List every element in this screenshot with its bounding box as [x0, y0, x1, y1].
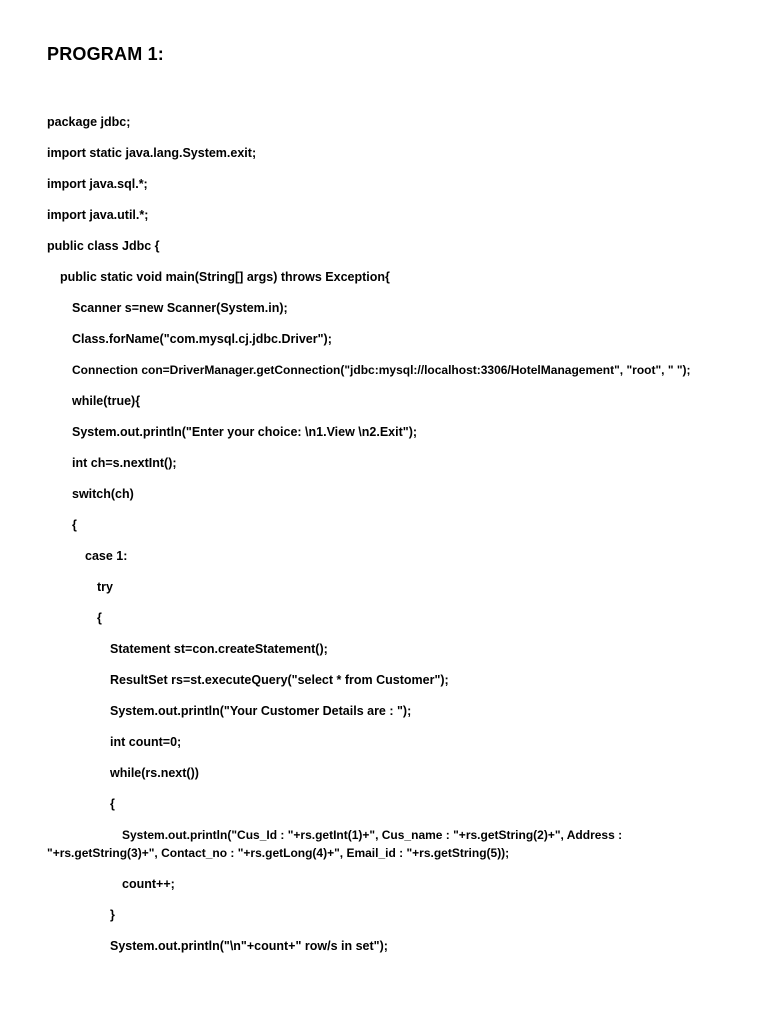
code-line: while(rs.next())	[110, 766, 199, 780]
code-line: while(true){	[72, 394, 141, 408]
code-line: Class.forName("com.mysql.cj.jdbc.Driver");	[72, 332, 332, 346]
code-line: int ch=s.nextInt();	[72, 456, 177, 470]
code-line: switch(ch)	[72, 487, 134, 501]
code-line: {	[97, 611, 102, 625]
code-line: public class Jdbc {	[47, 239, 160, 253]
code-line: Connection con=DriverManager.getConnection("jdbc:mysql://localhost:3306/HotelManagement", "root", " ");	[72, 363, 691, 377]
code-line: case 1:	[85, 549, 128, 563]
code-line: ResultSet rs=st.executeQuery("select * from Customer");	[110, 673, 449, 687]
code-line: import static java.lang.System.exit;	[47, 146, 257, 160]
code-line: import java.sql.*;	[47, 177, 148, 191]
code-line: Scanner s=new Scanner(System.in);	[72, 301, 288, 315]
code-line: System.out.println("Enter your choice: \n1.View \n2.Exit");	[72, 425, 418, 439]
code-line: {	[72, 518, 77, 532]
code-line: try	[97, 580, 113, 594]
code-line: package jdbc;	[47, 115, 131, 129]
code-line: System.out.println("Cus_Id : "+rs.getInt(1)+", Cus_name : "+rs.getString(2)+", Address :	[122, 828, 623, 842]
code-line: int count=0;	[110, 735, 182, 749]
code-line: System.out.println("Your Customer Details are : ");	[110, 704, 412, 718]
code-line-continuation: "+rs.getString(3)+", Contact_no : "+rs.getLong(4)+", Email_id : "+rs.getString(5));	[47, 846, 510, 860]
code-line: import java.util.*;	[47, 208, 149, 222]
code-line: System.out.println("\n"+count+" row/s in set");	[110, 939, 388, 953]
code-line: public static void main(String[] args) throws Exception{	[60, 270, 390, 284]
code-line: Statement st=con.createStatement();	[110, 642, 328, 656]
code-line: }	[110, 908, 115, 922]
program-heading: PROGRAM 1:	[47, 44, 165, 64]
code-line: {	[110, 797, 115, 811]
code-line: count++;	[122, 877, 175, 891]
